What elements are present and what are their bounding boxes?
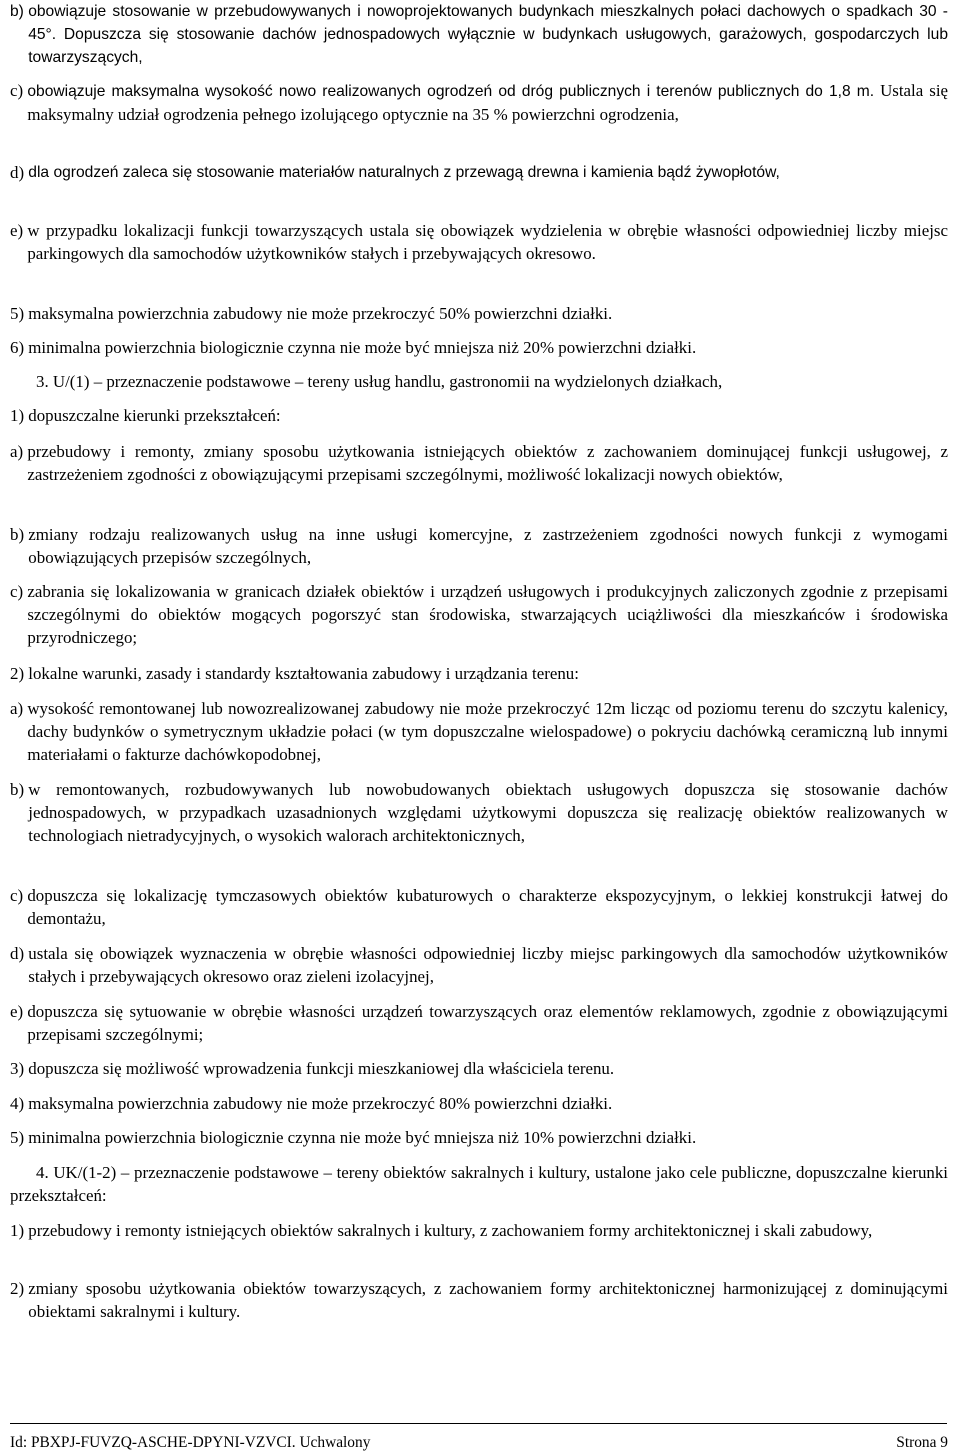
list-label: d) [10,944,29,963]
section-3-point-5: 5) minimalna powierzchnia biologicznie czynna nie może być mniejsza niż 10% powierzchni działki. [10,1128,697,1147]
list-text: zmiany rodzaju realizowanych usług na inne usługi komercyjne, z zastrzeżeniem zgodności nowych funkcji z wymogami obowiązujących przepisów szczególnych, [28,525,948,568]
list-text: obowiązuje maksymalna wysokość nowo realizowanych ogrodzeń od dróg publicznych i terenów publicznych do 1,8 m. [27,83,875,100]
list-label: b) [10,3,29,20]
list-text: dopuszcza się lokalizację tymczasowych obiektów kubaturowych o charakterze ekspozycyjnym, o lekkiej konstrukcji łatwej do demontażu, [27,886,948,929]
list-item-d [10,161,948,184]
document-id: Id: PBXPJ-FUVZQ-ASCHE-DPYNI-VZVCI. Uchwalony [10,1434,371,1451]
section-4-heading: 4. UK/(1-2) – przeznaczenie podstawowe – tereny obiektów sakralnych i kultury, ustalone jako cele publiczne, dopuszczalne kierunki przekształceń: [10,1163,948,1206]
list-text: zabrania się lokalizowania w granicach działek obiektów i urządzeń usługowych i produkcyjnych zaliczonych zgodnie z przepisami szczególnymi do obiektów mogących pogorszyć stan środowiska, stwarzających uciążliwości dla mieszkańców i środowiska przyrodniczego; [27,582,948,648]
list-text: dopuszcza się sytuowanie w obrębie własności urządzeń towarzyszących oraz elementów reklamowych, zgodnie z obowiązującymi przepisami szczególnymi; [27,1002,948,1045]
list-text: ustala się obowiązek wyznaczenia w obrębie własności odpowiedniej liczby miejsc parkingowych dla samochodów użytkowników stałych i przebywających okresowo oraz zieleni izolacyjnej, [28,944,948,987]
list-label: a) [10,442,28,461]
section-3-point-1: 1) dopuszczalne kierunki przekształceń: [10,406,281,425]
list-label: e) [10,221,28,240]
list-label: b) [10,780,29,799]
list-label: 1) [10,1221,29,1240]
list-label: e) [10,1002,28,1021]
list-item-c [10,79,948,126]
list-text: w remontowanych, rozbudowywanych lub nowobudowanych obiektach usługowych dopuszcza się stosowanie dachów jednospadowych, w przypadkach uzasadnionych względami użytkowymi dopuszcza się realizację obiektów realizowanych w technologiach nietradycyjnych, o wysokich walorach architektonicznych, [28,780,948,846]
point-5: 5) maksymalna powierzchnia zabudowy nie może przekroczyć 50% powierzchni działki. [10,304,613,323]
section-3-1-a [10,440,948,486]
section-3-2-b [10,778,948,848]
list-item-e [10,219,948,265]
list-text: przebudowy i remonty istniejących obiektów sakralnych i kultury, z zachowaniem formy architektonicznej i skali zabudowy, [28,1221,873,1240]
section-4-point-1 [10,1219,948,1242]
list-label: c) [10,886,28,905]
list-label: 2) [10,1279,29,1298]
section-3-2-d [10,942,948,988]
list-label: c) [10,81,28,100]
section-3-2-a [10,697,948,767]
list-label: a) [10,699,28,718]
list-item-b [10,0,948,70]
list-label: b) [10,525,29,544]
section-3-point-3: 3) dopuszcza się możliwość wprowadzenia funkcji mieszkaniowej dla właściciela terenu. [10,1059,615,1078]
section-3-heading: 3. U/(1) – przeznaczenie podstawowe – tereny usług handlu, gastronomii na wydzielonych działkach, [36,372,723,391]
section-4-point-2 [10,1277,948,1323]
list-text: w przypadku lokalizacji funkcji towarzyszących ustala się obowiązek wydzielenia w obrębie własności odpowiedniej liczby miejsc parkingowych dla samochodów użytkowników stałych i przebywających okresowo. [27,221,948,264]
section-3-2-e [10,1000,948,1046]
footer-divider [10,1423,947,1424]
section-3-point-2: 2) lokalne warunki, zasady i standardy kształtowania zabudowy i urządzania terenu: [10,664,579,683]
list-label: d) [10,163,29,182]
list-label: c) [10,582,28,601]
section-3-1-b [10,523,948,569]
list-text-cont: Ustala się maksymalny udział ogrodzenia pełnego izolującego optycznie na 35 % powierzchni ogrodzenia, [27,81,949,125]
section-3-1-c [10,580,948,650]
page-number: Strona 9 [896,1434,948,1451]
section-3-point-4: 4) maksymalna powierzchnia zabudowy nie może przekroczyć 80% powierzchni działki. [10,1094,613,1113]
list-text: przebudowy i remonty, zmiany sposobu użytkowania istniejących obiektów z zachowaniem dominującej funkcji usługowej, z zastrzeżeniem zgodności z obowiązującymi przepisami szczególnymi, możliwość lokalizacji nowych obiektów, [27,442,948,485]
list-text-group [27,79,948,126]
list-text: zmiany sposobu użytkowania obiektów towarzyszących, z zachowaniem formy architektonicznej harmonizującej z dominującymi obiektami sakralnymi i kultury. [28,1279,948,1322]
list-text: obowiązuje stosowanie w przebudowywanych i nowoprojektowanych budynkach mieszkalnych połaci dachowych o spadkach 30 - 45°. Dopuszcza się stosowanie dachów jednospadowych wyłącznie w budynkach usługowych, garażowych, gospodarczych lub towarzyszących, [28,3,948,67]
point-6: 6) minimalna powierzchnia biologicznie czynna nie może być mniejsza niż 20% powierzchni działki. [10,338,697,357]
page-footer [10,1433,948,1453]
section-3-2-c [10,884,948,930]
list-text: dla ogrodzeń zaleca się stosowanie materiałów naturalnych z przewagą drewna i kamienia bądź żywopłotów, [28,164,780,181]
list-text: wysokość remontowanej lub nowozrealizowanej zabudowy nie może przekroczyć 12m licząc od poziomu terenu do szczytu kalenicy, dachy budynków o symetrycznym układzie połaci (w tym dopuszczalne wielospadowe) o pokryciu dachówką ceramiczną lub innymi materiałami o fakturze dachówkopodobnej, [27,699,948,765]
